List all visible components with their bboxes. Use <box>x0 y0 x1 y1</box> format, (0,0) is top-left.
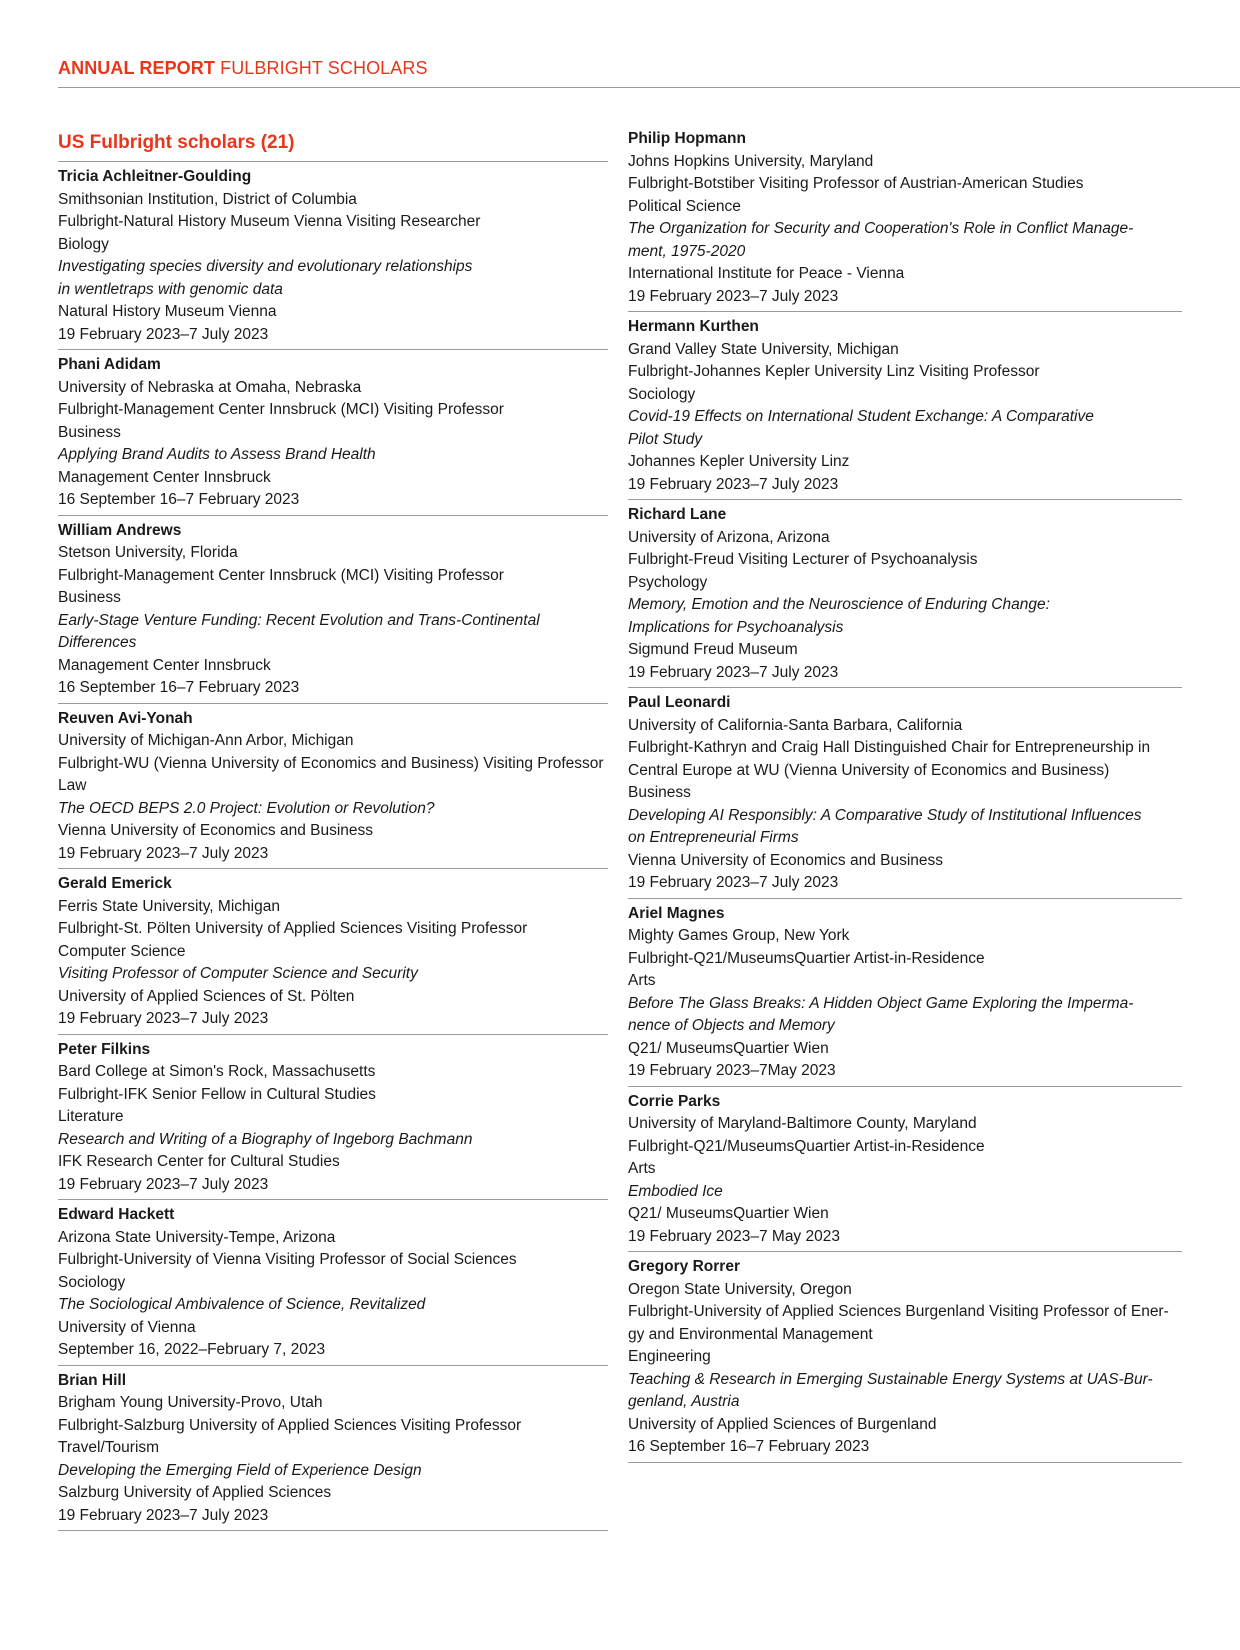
scholar-detail-line: Stetson University, Florida <box>58 544 238 561</box>
scholar-detail-line: 19 February 2023–7 May 2023 <box>628 1227 840 1245</box>
header-title-bold: ANNUAL REPORT <box>58 58 215 78</box>
scholar-name: Peter Filkins <box>58 1040 151 1058</box>
scholar-detail-line: Literature <box>58 1108 124 1125</box>
scholar-detail-line: Bard College at Simon's Rock, Massachusetts <box>58 1063 376 1080</box>
scholar-entry <box>58 869 608 1035</box>
scholar-detail-line: Computer Science <box>58 942 186 960</box>
scholar-detail-line: Fulbright-Salzburg University of Applied Sciences Visiting Professor <box>58 1416 522 1434</box>
scholar-detail-line: Business <box>628 784 691 801</box>
scholar-detail-line: Mighty Games Group, New York <box>628 927 850 944</box>
scholar-detail-line: Management Center Innsbruck <box>58 468 271 486</box>
scholar-detail-line: Sigmund Freud Museum <box>628 641 798 658</box>
scholar-detail-line: Grand Valley State University, Michigan <box>628 340 899 358</box>
scholar-detail-line: Q21/ MuseumsQuartier Wien <box>628 1205 829 1222</box>
scholar-detail-line: Central Europe at WU (Vienna University of Economics and Business) <box>628 761 1110 779</box>
scholar-detail-line: gy and Environmental Management <box>628 1325 873 1343</box>
scholar-name: Gregory Rorrer <box>628 1258 740 1275</box>
project-title-line: Embodied Ice <box>628 1182 723 1200</box>
scholar-detail-line: Fulbright-Kathryn and Craig Hall Distinguished Chair for Entrepreneurship in <box>628 739 1151 756</box>
right-column <box>628 124 1182 1463</box>
section-title: US Fulbright scholars (21) <box>58 122 608 162</box>
scholar-detail-line: Arts <box>628 1160 656 1177</box>
scholar-detail-line: Psychology <box>628 573 708 591</box>
scholar-entry <box>628 1087 1182 1253</box>
scholar-detail-line: Business <box>58 589 121 606</box>
scholar-detail-line: Fulbright-Management Center Innsbruck (MCI) Visiting Professor <box>58 401 504 418</box>
scholar-detail-line: Sociology <box>58 1273 126 1291</box>
scholar-detail-line: Arizona State University-Tempe, Arizona <box>58 1228 336 1246</box>
scholar-entry <box>58 1366 608 1532</box>
scholar-detail-line: Fulbright-IFK Senior Fellow in Cultural Studies <box>58 1085 376 1103</box>
scholar-name: Ariel Magnes <box>628 904 725 922</box>
left-column <box>58 122 608 1531</box>
scholar-detail-line: University of Nebraska at Omaha, Nebraska <box>58 378 362 396</box>
scholar-detail-line: 19 February 2023–7 July 2023 <box>628 475 839 493</box>
scholar-name: William Andrews <box>58 521 182 539</box>
scholar-detail-line: Fulbright-Botstiber Visiting Professor of Austrian-American Studies <box>628 175 1084 192</box>
scholar-detail-line: Fulbright-Q21/MuseumsQuartier Artist-in-Residence <box>628 949 985 967</box>
scholar-detail-line: 19 February 2023–7 July 2023 <box>58 844 269 862</box>
scholar-detail-line: 16 September 16–7 February 2023 <box>58 679 300 696</box>
scholar-detail-line: 19 February 2023–7 July 2023 <box>58 1175 269 1193</box>
scholar-detail-line: Arts <box>628 972 656 989</box>
scholar-detail-line: Fulbright-University of Vienna Visiting Professor of Social Sciences <box>58 1251 517 1268</box>
project-title-line: Research and Writing of a Biography of Ingeborg Bachmann <box>58 1130 473 1148</box>
scholar-name: Brian Hill <box>58 1371 127 1389</box>
project-title-line: Differences <box>58 634 137 651</box>
project-title-line: Applying Brand Audits to Assess Brand Health <box>58 446 376 463</box>
project-title-line: nence of Objects and Memory <box>628 1017 835 1034</box>
scholar-detail-line: University of California-Santa Barbara, California <box>628 716 963 734</box>
project-title-line: Implications for Psychoanalysis <box>628 618 844 636</box>
scholar-detail-line: Political Science <box>628 197 741 215</box>
scholar-detail-line: 16 September 16–7 February 2023 <box>628 1438 870 1455</box>
project-title-line: Early-Stage Venture Funding: Recent Evolution and Trans-Continental <box>58 611 540 629</box>
project-title-line: The Organization for Security and Cooperation's Role in Conflict Manage- <box>628 220 1134 237</box>
scholar-detail-line: Natural History Museum Vienna <box>58 303 277 320</box>
scholar-detail-line: University of Applied Sciences of Burgenland <box>628 1415 937 1433</box>
scholar-name: Hermann Kurthen <box>628 318 759 335</box>
scholar-entry <box>628 688 1182 899</box>
scholar-detail-line: Management Center Innsbruck <box>58 656 271 674</box>
scholar-detail-line: University of Maryland-Baltimore County, Maryland <box>628 1115 977 1132</box>
scholar-detail-line: Vienna University of Economics and Business <box>58 822 374 839</box>
scholar-detail-line: Fulbright-University of Applied Sciences Burgenland Visiting Professor of Ener- <box>628 1303 1169 1320</box>
scholar-detail-line: 16 September 16–7 February 2023 <box>58 491 300 508</box>
project-title-line: Visiting Professor of Computer Science and Security <box>58 965 418 982</box>
scholar-detail-line: University of Vienna <box>58 1318 196 1336</box>
scholar-detail-line: Ferris State University, Michigan <box>58 897 280 915</box>
project-title-line: Pilot Study <box>628 430 703 448</box>
scholar-detail-line: IFK Research Center for Cultural Studies <box>58 1153 340 1170</box>
scholar-entry <box>58 1200 608 1366</box>
project-title-line: ment, 1975-2020 <box>628 242 746 260</box>
scholar-detail-line: University of Arizona, Arizona <box>628 528 830 546</box>
scholar-entry <box>628 124 1182 312</box>
scholar-entry <box>628 312 1182 500</box>
scholar-detail-line: 19 February 2023–7 July 2023 <box>628 663 839 681</box>
scholar-name: Edward Hackett <box>58 1206 175 1223</box>
project-title-line: Developing AI Responsibly: A Comparative Study of Institutional Influences <box>628 806 1142 824</box>
scholar-detail-line: Fulbright-Johannes Kepler University Linz Visiting Professor <box>628 363 1040 380</box>
project-title-line: Investigating species diversity and evolutionary relationships <box>58 258 473 275</box>
scholar-name: Reuven Avi-Yonah <box>58 709 193 727</box>
scholar-detail-line: Fulbright-Freud Visiting Lecturer of Psychoanalysis <box>628 551 978 568</box>
header-divider <box>58 87 1240 88</box>
scholar-detail-line: Fulbright-St. Pölten University of Applied Sciences Visiting Professor <box>58 920 528 937</box>
page-header <box>58 58 428 79</box>
scholar-detail-line: Oregon State University, Oregon <box>628 1280 852 1298</box>
scholar-detail-line: Johns Hopkins University, Maryland <box>628 152 874 170</box>
project-title-line: Teaching & Research in Emerging Sustainable Energy Systems at UAS-Bur- <box>628 1370 1153 1388</box>
project-title-line: genland, Austria <box>628 1393 740 1410</box>
project-title-line: on Entrepreneurial Firms <box>628 829 799 846</box>
project-title-line: in wentletraps with genomic data <box>58 280 283 298</box>
scholar-detail-line: 19 February 2023–7 July 2023 <box>628 874 839 891</box>
scholar-entry <box>628 899 1182 1087</box>
scholar-detail-line: Fulbright-Q21/MuseumsQuartier Artist-in-Residence <box>628 1137 985 1155</box>
project-title-line: Covid-19 Effects on International Student Exchange: A Comparative <box>628 408 1094 425</box>
scholar-detail-line: Johannes Kepler University Linz <box>628 453 850 470</box>
scholar-name: Richard Lane <box>628 506 727 523</box>
scholar-detail-line: Salzburg University of Applied Sciences <box>58 1484 332 1501</box>
scholar-detail-line: 19 February 2023–7 July 2023 <box>58 325 269 343</box>
scholar-name: Philip Hopmann <box>628 130 746 147</box>
scholar-detail-line: 19 February 2023–7 July 2023 <box>58 1506 269 1524</box>
scholar-detail-line: International Institute for Peace - Vienna <box>628 265 905 282</box>
scholar-detail-line: Fulbright-WU (Vienna University of Economics and Business) Visiting Professor <box>58 754 604 772</box>
scholar-detail-line: Sociology <box>628 385 696 403</box>
header-title-rest: FULBRIGHT SCHOLARS <box>220 58 428 78</box>
scholar-detail-line: Fulbright-Management Center Innsbruck (MCI) Visiting Professor <box>58 566 504 584</box>
scholar-name: Gerald Emerick <box>58 875 172 892</box>
scholar-detail-line: September 16, 2022–February 7, 2023 <box>58 1341 326 1358</box>
scholar-entry <box>58 162 608 350</box>
project-title-line: The OECD BEPS 2.0 Project: Evolution or Revolution? <box>58 799 435 817</box>
scholar-detail-line: Brigham Young University-Provo, Utah <box>58 1394 323 1411</box>
scholar-detail-line: Business <box>58 423 121 441</box>
project-title-line: Memory, Emotion and the Neuroscience of Enduring Change: <box>628 596 1050 613</box>
scholar-detail-line: 19 February 2023–7May 2023 <box>628 1062 836 1079</box>
scholar-name: Corrie Parks <box>628 1092 721 1110</box>
scholar-detail-line: University of Michigan-Ann Arbor, Michigan <box>58 732 354 749</box>
scholar-entry <box>628 500 1182 688</box>
project-title-line: Before The Glass Breaks: A Hidden Object Game Exploring the Imperma- <box>628 994 1134 1012</box>
scholar-detail-line: Engineering <box>628 1348 711 1365</box>
project-title-line: The Sociological Ambivalence of Science, Revitalized <box>58 1296 426 1313</box>
scholar-name: Phani Adidam <box>58 356 161 373</box>
scholar-name: Paul Leonardi <box>628 694 731 711</box>
scholar-detail-line: Biology <box>58 235 109 253</box>
scholar-detail-line: University of Applied Sciences of St. Pölten <box>58 987 355 1005</box>
scholar-detail-line: Travel/Tourism <box>58 1439 160 1456</box>
scholar-entry <box>58 1035 608 1201</box>
scholar-entry <box>58 704 608 870</box>
scholar-entry <box>58 350 608 516</box>
scholar-detail-line: Q21/ MuseumsQuartier Wien <box>628 1039 829 1057</box>
scholar-entry <box>58 516 608 704</box>
scholar-detail-line: Fulbright-Natural History Museum Vienna Visiting Researcher <box>58 213 481 230</box>
scholar-detail-line: 19 February 2023–7 July 2023 <box>58 1010 269 1027</box>
scholar-name: Tricia Achleitner-Goulding <box>58 168 252 185</box>
scholar-detail-line: 19 February 2023–7 July 2023 <box>628 287 839 305</box>
project-title-line: Developing the Emerging Field of Experience Design <box>58 1461 422 1479</box>
scholar-detail-line: Smithsonian Institution, District of Columbia <box>58 190 357 208</box>
scholar-entry <box>628 1252 1182 1463</box>
scholar-detail-line: Vienna University of Economics and Business <box>628 851 944 869</box>
scholar-detail-line: Law <box>58 777 87 794</box>
